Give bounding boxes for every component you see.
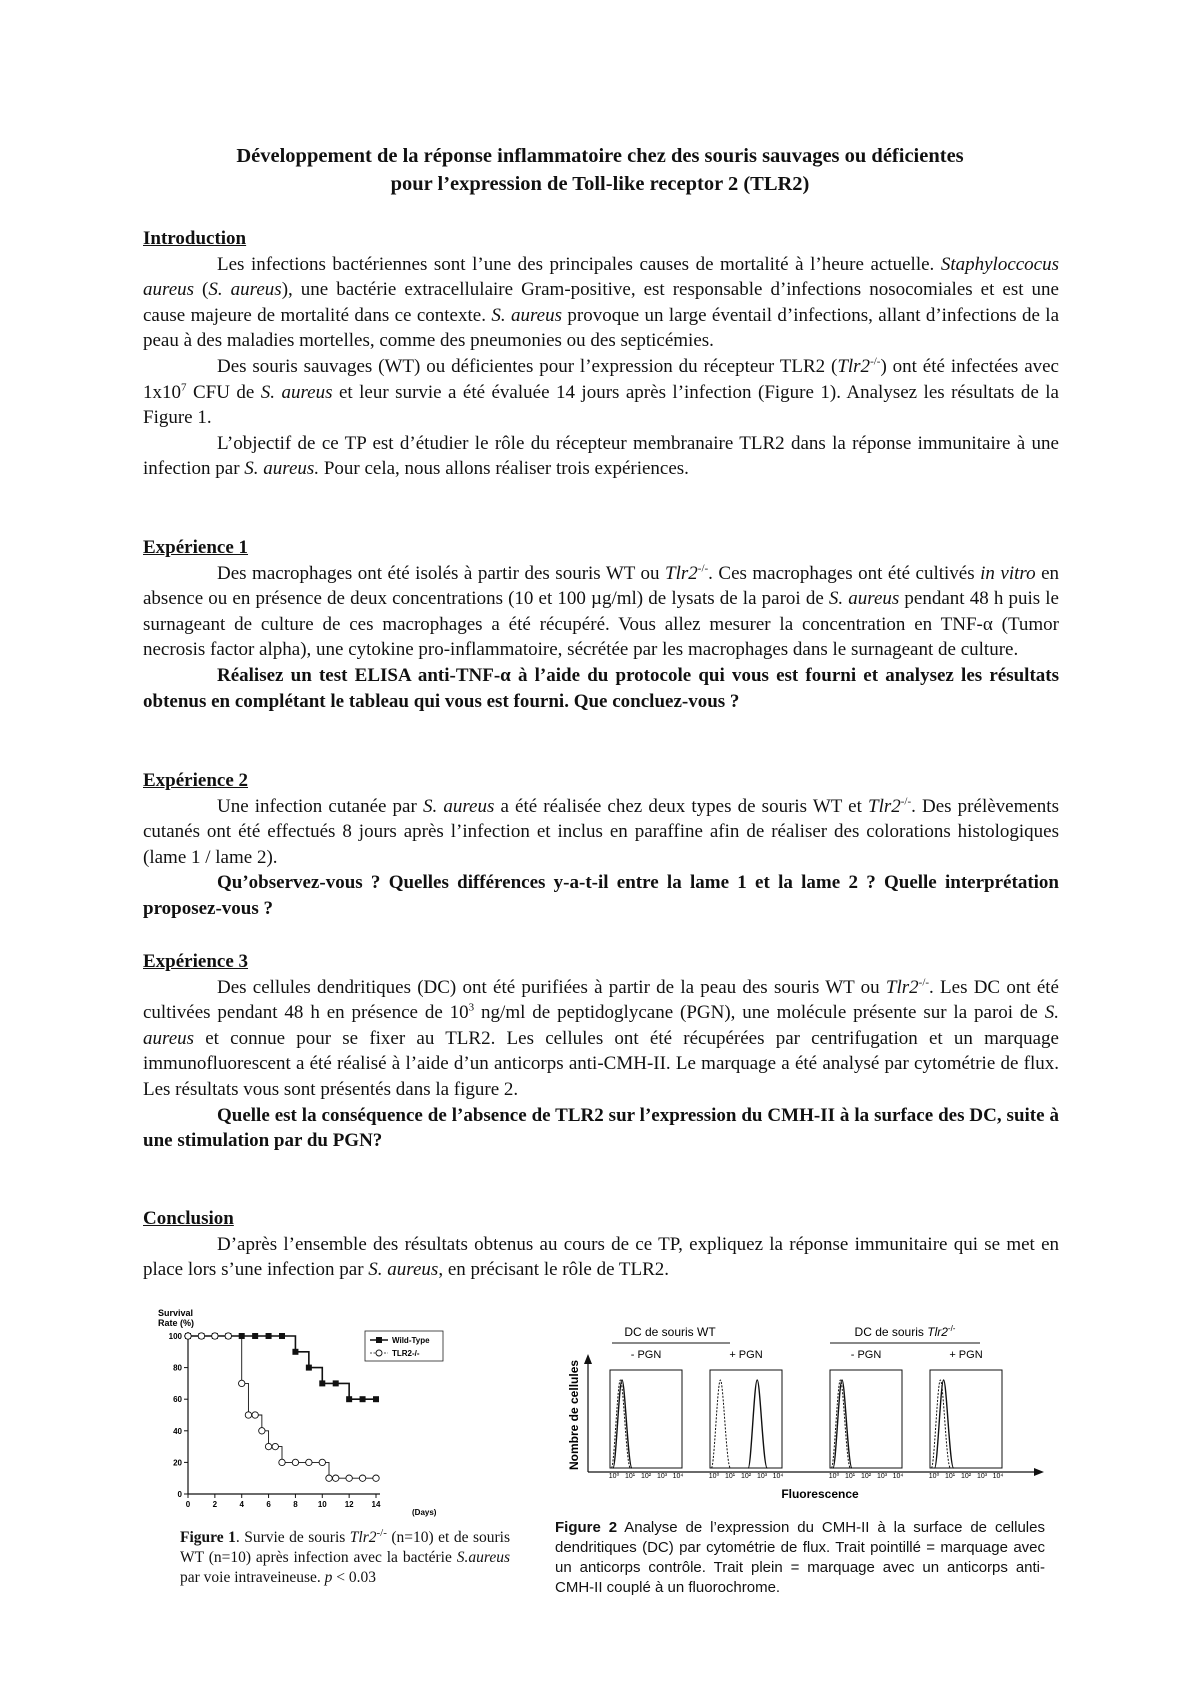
y-tick-label: 20 <box>173 1458 182 1468</box>
group-label-ko: DC de souris Tlr2-/- <box>854 1324 956 1339</box>
x-tick-label: 10² <box>740 1473 752 1480</box>
data-point-tlr2-ko <box>225 1333 231 1339</box>
data-point-tlr2-ko <box>212 1333 218 1339</box>
section-heading: Introduction <box>143 228 247 249</box>
x-tick-label: 10² <box>640 1473 652 1480</box>
section-heading: Conclusion <box>143 1208 234 1229</box>
data-point-tlr2-ko <box>359 1475 365 1481</box>
x-tick-label: 4 <box>239 1500 244 1509</box>
x-tick-label: 12 <box>344 1500 354 1509</box>
panel-frame <box>710 1370 782 1468</box>
histogram-panel <box>929 1349 1004 1480</box>
paragraph: D’après l’ensemble des résultats obtenus au cours de ce TP, expliquez la réponse immunitaire qui se met en place lors s’une infection par S. aureus, en précisant le rôle de TLR2. <box>143 1233 1059 1281</box>
x-tick-label: 10¹ <box>944 1473 956 1480</box>
y-tick-label: 60 <box>173 1395 182 1405</box>
data-point-tlr2-ko <box>306 1459 312 1465</box>
data-point-tlr2-ko <box>292 1459 298 1465</box>
section-heading: Expérience 1 <box>143 537 249 558</box>
x-tick-label: 10⁴ <box>772 1473 784 1480</box>
data-point-tlr2-ko <box>245 1412 251 1418</box>
control-antibody-histogram <box>611 1380 630 1468</box>
section-experience-3 <box>143 949 1059 1154</box>
control-antibody-histogram <box>711 1380 730 1468</box>
series-line-tlr2-ko <box>188 1336 376 1478</box>
group-label-wt: DC de souris WT <box>624 1325 716 1339</box>
x-tick-label: 10² <box>960 1473 972 1480</box>
data-point-wild-type <box>333 1380 339 1386</box>
figure-1-caption: Figure 1. Survie de souris Tlr2-/- (n=10) et de souris WT (n=10) après infection avec la bactérie S.aureus par voie intraveineuse. p < 0.03 <box>180 1526 510 1586</box>
y-tick-label: 100 <box>168 1332 182 1341</box>
data-point-tlr2-ko <box>272 1443 278 1449</box>
panel-frame <box>930 1370 1002 1468</box>
y-tick-label: 80 <box>173 1363 182 1373</box>
data-point-tlr2-ko <box>198 1333 204 1339</box>
histogram-panels <box>609 1349 1004 1480</box>
x-tick-label: 10¹ <box>624 1473 636 1480</box>
panel-label: + PGN <box>729 1349 763 1361</box>
x-axis-label: Fluorescence <box>781 1487 859 1501</box>
data-point-wild-type <box>292 1349 298 1355</box>
x-tick-label: 10³ <box>756 1473 768 1480</box>
document-title <box>140 142 1060 198</box>
flow-cytometry-chart <box>560 1320 1060 1510</box>
section-experience-2 <box>143 768 1059 922</box>
paragraph: L’objectif de ce TP est d’étudier le rôle du récepteur membranaire TLR2 dans la réponse immunitaire à une infection par S. aureus. Pour cela, nous allons réaliser trois expériences. <box>143 432 1059 480</box>
question: Qu’observez-vous ? Quelles différences y-a-t-il entre la lame 1 et la lame 2 ? Quelle interprétation proposez-vous ? <box>143 872 1059 919</box>
section-heading: Expérience 2 <box>143 770 249 791</box>
x-tick-label: 10¹ <box>844 1473 856 1480</box>
data-point-tlr2-ko <box>252 1412 258 1418</box>
series <box>185 1333 379 1482</box>
data-point-tlr2-ko <box>265 1443 271 1449</box>
x-tick-label: 10 <box>317 1500 327 1509</box>
paragraph: Des souris sauvages (WT) ou déficientes pour l’expression du récepteur TLR2 (Tlr2-/-) ont été infectées avec $1x10^7$ CFU de S. aureus et leur survie a été évaluée 14 jours après l’infection (Figure 1). Analysez les résultats de la Figure 1. <box>143 355 1059 429</box>
anti-cmh-ii-histogram <box>748 1380 767 1468</box>
panel-label: - PGN <box>630 1349 662 1361</box>
data-point-tlr2-ko <box>185 1333 191 1339</box>
data-point-tlr2-ko <box>346 1475 352 1481</box>
data-point-wild-type <box>373 1396 379 1402</box>
anti-cmh-ii-histogram <box>935 1380 954 1468</box>
figure-1 <box>150 1302 450 1517</box>
data-point-wild-type <box>346 1396 352 1402</box>
data-point-tlr2-ko <box>333 1475 339 1481</box>
section-introduction <box>143 226 1059 482</box>
x-tick-label: 8 <box>293 1500 298 1509</box>
x-tick-label: 10⁰ <box>608 1473 620 1480</box>
data-point-tlr2-ko <box>239 1380 245 1386</box>
x-tick-label: 10⁰ <box>928 1473 940 1480</box>
x-tick-label: 10⁴ <box>672 1473 684 1480</box>
x-tick-label: 0 <box>185 1500 191 1509</box>
data-point-wild-type <box>266 1333 272 1339</box>
x-tick-label: 10² <box>860 1473 872 1480</box>
title-line-2: pour l’expression de Toll-like receptor 2 (TLR2) <box>390 173 810 195</box>
legend-marker-ko <box>376 1350 382 1356</box>
data-point-wild-type <box>279 1333 285 1339</box>
data-point-tlr2-ko <box>279 1459 285 1465</box>
x-tick-label: 6 <box>266 1500 271 1509</box>
question: Réalisez un test ELISA anti-TNF-α à l’aide du protocole qui vous est fourni et analysez les résultats obtenus en complétant le tableau qui vous est fourni. Que concluez-vous ? <box>143 664 1059 712</box>
paragraph: Les infections bactériennes sont l’une des principales causes de mortalité à l’heure actuelle. Staphyloccocus aureus (S. aureus), une bactérie extracellulaire Gram-positive, est responsable d’infections nosocomiales et est une cause majeure de mortalité dans ce contexte. S. aureus provoque un large éventail d’infections, allant d’infections de la peau à des maladies mortelles, comme des pneumonies ou des septicémies. <box>143 253 1060 352</box>
x-tick-label: 10⁴ <box>892 1473 904 1480</box>
y-axis-label-2: Rate (%) <box>158 1318 195 1328</box>
title-line-1: Développement de la réponse inflammatoire chez des souris sauvages ou déficientes <box>236 145 964 167</box>
data-point-tlr2-ko <box>259 1428 265 1434</box>
x-tick-label: 10³ <box>876 1473 888 1480</box>
data-point-tlr2-ko <box>326 1475 332 1481</box>
panel-label: - PGN <box>850 1349 882 1361</box>
y-axis-label-1: Survival <box>158 1308 194 1318</box>
series-line-wild-type <box>188 1336 376 1399</box>
section-conclusion <box>143 1206 1059 1283</box>
data-point-tlr2-ko <box>319 1459 325 1465</box>
question: Quelle est la conséquence de l’absence de TLR2 sur l’expression du CMH-II à la surface des DC, suite à une stimulation par du PGN? <box>143 1104 1059 1152</box>
paragraph: Une infection cutanée par S. aureus a été réalisée chez deux types de souris WT et Tlr2-/-. Des prélèvements cutanés ont été effectués 8 jours après l’infection et inclus en paraffine afin de réaliser des colorations histologiques (lame 1 / lame 2). <box>143 795 1059 868</box>
data-point-tlr2-ko <box>373 1475 379 1481</box>
data-point-wild-type <box>306 1365 312 1371</box>
histogram-panel <box>709 1349 784 1480</box>
legend <box>365 1331 443 1361</box>
y-tick-label: 40 <box>173 1426 182 1436</box>
legend-wild-type: Wild-Type <box>392 1336 430 1345</box>
x-tick-label: 10³ <box>976 1473 988 1480</box>
survival-chart <box>150 1302 450 1517</box>
section-experience-1 <box>143 535 1059 714</box>
data-point-wild-type <box>252 1333 258 1339</box>
x-axis-unit: (Days) <box>412 1508 437 1517</box>
legend-marker-wt <box>376 1337 382 1343</box>
figure-2-caption: Figure 2 Analyse de l’expression du CMH-II à la surface de cellules dendritiques (DC) par cytométrie de flux. Trait pointillé = marquage avec un anticorps contrôle. Trait plein = marquage avec un anticorps anti-CMH-II couplé à un fluorochrome. <box>555 1519 1045 1596</box>
y-tick-label: 0 <box>177 1490 182 1499</box>
panel-label: + PGN <box>949 1349 983 1361</box>
control-antibody-histogram <box>831 1380 850 1468</box>
data-point-wild-type <box>360 1396 366 1402</box>
x-tick-label: 10³ <box>656 1473 668 1480</box>
paragraph: Des cellules dendritiques (DC) ont été purifiées à partir de la peau des souris WT ou Tlr2-/-. Les DC ont été cultivées pendant 48 h en présence de $10^3$ ng/ml de peptidoglycane (PGN), une molécule présente sur la paroi de S. aureus et connue pour se fixer au TLR2. Les cellules ont été récupérées par centrifugation et un marquage immunofluorescent a été réalisé à l’aide d’un anticorps anti-CMH-II. Le marquage a été analysé par cytométrie de flux. Les résultats vous sont présentés dans la figure 2. <box>143 976 1059 1100</box>
x-tick-label: 10¹ <box>724 1473 736 1480</box>
x-tick-label: 14 <box>371 1500 381 1509</box>
x-tick-label: 10⁰ <box>828 1473 840 1480</box>
legend-tlr2-ko: TLR2-/- <box>392 1349 420 1358</box>
histogram-panel <box>609 1349 684 1480</box>
figure-2 <box>560 1320 1060 1510</box>
data-point-wild-type <box>319 1380 325 1386</box>
x-tick-label: 10⁰ <box>708 1473 720 1480</box>
y-axis-label: Nombre de cellules <box>567 1359 581 1470</box>
histogram-panel <box>829 1349 904 1480</box>
section-heading: Expérience 3 <box>143 951 249 972</box>
x-tick-label: 10⁴ <box>992 1473 1004 1480</box>
x-tick-label: 2 <box>212 1500 218 1509</box>
paragraph: Des macrophages ont été isolés à partir des souris WT ou Tlr2-/-. Ces macrophages ont été cultivés in vitro en absence ou en présence de deux concentrations (10 et 100 µg/ml) de lysats de la paroi de S. aureus pendant 48 h puis le surnageant de culture de ces macrophages a été récupéré. Vous allez mesurer la concentration en TNF-α (Tumor necrosis factor alpha), une cytokine pro-inflammatoire, sécrétée par les macrophages dans le surnageant de culture. <box>143 562 1060 661</box>
axes <box>169 1332 381 1509</box>
